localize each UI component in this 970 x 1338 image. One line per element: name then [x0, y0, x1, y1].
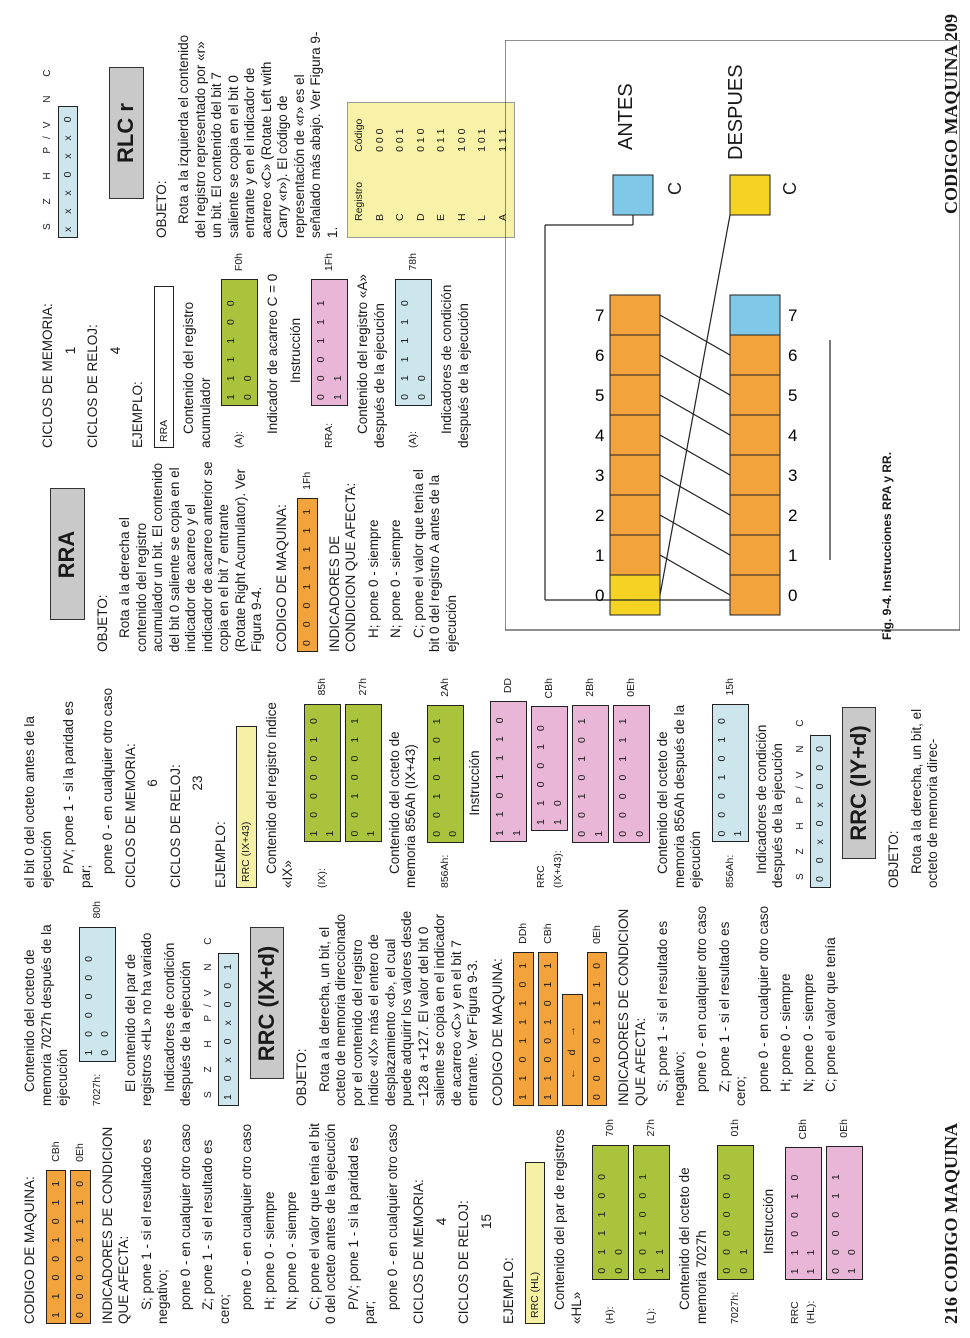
figure-caption: Fig. 9-4. Instrucciones RPA y RR.: [880, 451, 894, 640]
code-hex: 1Fh: [301, 471, 313, 490]
shift-arrow-1: [660, 555, 730, 595]
after-bit-4: [730, 415, 780, 455]
mem-cycles-title: CICLOS DE MEMORIA:: [40, 303, 55, 448]
reg-label: (A):: [233, 431, 246, 448]
after-bit-6: [730, 335, 780, 375]
after-text: Contenido del registro «A» después de la ejecución: [355, 274, 387, 448]
reg-bits: 1 1 1 1 0 0 0 0: [221, 279, 258, 406]
example-title: EJEMPLO:: [212, 821, 228, 888]
ix-text: Contenido del registro índice «IX»: [263, 702, 295, 888]
flag-line: C; pone el valor que tenía el bit 0 del octeto antes de la ejecución: [306, 1123, 338, 1324]
table-cell: 0 1 0: [414, 128, 427, 152]
table-row: [453, 105, 472, 235]
left-col-1: [22, 1119, 866, 1324]
register-code-table: [347, 102, 515, 238]
flag-line: H; pone 0 - siempre: [365, 519, 381, 638]
shift-arrow-6: [660, 355, 730, 395]
reg-hex: 80h: [90, 901, 103, 919]
cont-text: pone 0 - en cualquier otro caso: [100, 687, 115, 874]
left-col-3: [22, 678, 948, 888]
after-bit-3: [730, 455, 780, 495]
before-bit-0: [610, 575, 660, 615]
flags-title: INDICADORES DE CONDICION QUE AFECTA:: [616, 908, 648, 1106]
table-row: [412, 105, 431, 235]
example-box: RRC (IX+43): [236, 726, 257, 888]
table-cell: A: [496, 213, 509, 221]
table-cell: E: [435, 213, 447, 221]
clock-value: 23: [190, 775, 205, 791]
flags-title: INDICADORES DE CONDICION QUE AFECTA:: [326, 482, 358, 652]
instr-title: Instrucción: [466, 750, 482, 816]
carry-text: Indicador de acarreo C = 0: [265, 273, 280, 434]
flags-values: 1 0 x 0 x 0 0 1: [218, 953, 239, 1106]
reg-bits: 0 0 1 0 0 1 1 1: [633, 1145, 670, 1280]
shift-arrow-4: [660, 435, 730, 475]
reg-hex: 0Eh: [837, 1119, 850, 1138]
flag-line: C; pone el valor que tenía: [823, 937, 838, 1092]
flags-values: x x x 0 x x 0: [58, 106, 79, 238]
mem-cycles-title: CICLOS DE MEMORIA:: [122, 743, 138, 888]
flags-header: S Z H P/V N C: [202, 929, 214, 1098]
example-title: EJEMPLO:: [501, 1257, 516, 1324]
reg-bits: 1 1 0 0 1 0 1 0: [531, 706, 568, 831]
reg-hex: DD: [502, 678, 515, 694]
obj-title: OBJETO:: [94, 594, 110, 652]
after-bit-0: [730, 575, 780, 615]
bit-number-after: 1: [788, 546, 798, 565]
reg-hex: F0h: [233, 253, 246, 272]
page-footer: 216 CODIGO MAQUINA: [941, 1123, 961, 1324]
code-hex: 0Eh: [74, 1143, 86, 1162]
clock-title: CICLOS DE RELOJ:: [85, 324, 100, 448]
bit-number-before: 6: [595, 346, 605, 365]
flag-line: N; pone 0 - siempre: [800, 973, 816, 1092]
flag-line: S; pone 1 - si el resultado es negativo;: [138, 1138, 170, 1324]
reg-hex: 70h: [604, 1119, 617, 1137]
code-hex: CBh: [49, 1141, 62, 1162]
right-col-2: [40, 253, 478, 448]
flag-line: S; pone 1 - si el resultado es negativo;: [655, 920, 687, 1106]
table-cell: L: [476, 215, 488, 221]
example-box: RRC (HL): [525, 1162, 546, 1324]
left-col-2: [22, 901, 846, 1106]
code-byte: 0 0 0 0 1 1 1 0: [70, 1170, 91, 1324]
mem-text: Contenido del octeto de memoria 856Ah (IX+43): [386, 731, 418, 888]
reg-bits: 1 1 0 1 1 1 0 1: [490, 701, 527, 842]
reg-label: RRA:: [323, 422, 336, 448]
clock-title: CICLOS DE RELOJ:: [456, 1200, 471, 1324]
bit-number-before: 7: [595, 306, 605, 325]
code-block: [45, 1119, 92, 1324]
reg-bits: 0 0 1 0 0 1 1 1: [345, 704, 382, 843]
table-cell: H: [455, 213, 468, 221]
before-bit-7: [610, 295, 660, 335]
reg-bits: 0 0 0 1 0 1 0 1: [712, 704, 749, 843]
after-text: Contenido del octeto de memoria 7027h después de la ejecución: [22, 924, 70, 1106]
reg-bits: 0 1 1 1 0 0 0 0: [592, 1145, 629, 1280]
reg-bits: 0 0 0 0 1 1 1 0: [613, 705, 650, 843]
reg-hex: CBh: [543, 678, 556, 699]
reg-bits: 1 1 0 0 1 0 1 1: [785, 1147, 822, 1280]
hl-unchanged: El contenido del par de registros «HL» no ha variado: [122, 932, 154, 1106]
obj-text: Rota a la derecha, un bit, el octeto de memoria direccionado por el contenido del registro índice «IX» más el entero de desplazamiento «d», el cual puede adquirir los valores desde −128 a +127. El valor del bit 0 saliente se copia en el indicador de acarreo «C» y en el bit 7 entrante. Ver Figura 9-3.: [316, 910, 480, 1106]
obj-title: OBJETO:: [153, 180, 169, 238]
bit-number-before: 5: [595, 386, 605, 405]
clock-value: 15: [478, 1213, 494, 1230]
table-row: [473, 105, 492, 235]
machine-code-title: CODIGO DE MAQUINA:: [489, 958, 505, 1106]
mem-cycles-value: 1: [62, 346, 78, 355]
table-header: Código: [353, 118, 365, 152]
reg-label: (L):: [645, 1308, 658, 1324]
instr-title: Instrucción: [761, 1188, 776, 1255]
reg-bits: 1 0 0 0 0 1 0 1: [304, 704, 341, 843]
machine-code-title: CODIGO DE MAQUINA:: [22, 1176, 37, 1324]
instruction-title: RRC (IX+d): [250, 928, 285, 1080]
mem-text: Contenido del octeto de memoria 7027h: [677, 1167, 709, 1324]
table-cell: 0 0 1: [394, 128, 406, 152]
code-byte: ← d →: [562, 994, 583, 1106]
figure-carry-label-before: C: [665, 182, 685, 195]
flag-line: H; pone 0 - siempre: [778, 973, 793, 1092]
cond-after: Indicadores de condición después de la ejecución: [753, 724, 785, 888]
bit-number-after: 2: [788, 506, 798, 525]
reg-label: (IX):: [315, 868, 328, 888]
code-byte: 1 1 0 0 1 0 1 1: [46, 1170, 67, 1324]
left-page: [0, 668, 970, 1338]
reg-hex: CBh: [796, 1119, 809, 1140]
bit-number-after: 5: [788, 386, 798, 405]
shift-arrow-3: [660, 475, 730, 515]
reg-bits: 0 0 1 0 1 0 1 0: [427, 705, 464, 843]
acc-text: Contenido del registro acumulador: [181, 301, 213, 448]
obj-text: Rota a la izquierda el contenido del registro representado por «r» un bit. El contenido del bit 7 saliente se copia en el bit 0 entrante y en el indicador de acarreo «C» (Rotate Left with Carry «r»). El código de representación de «r» es el señalado más abajo. Ver Figura 9-1.: [176, 31, 340, 238]
carry-box-before: [613, 175, 653, 215]
clock-value: 4: [107, 346, 123, 355]
flag-line: Z; pone 1 - si el resultado es cero;: [200, 1139, 232, 1324]
carry-box-after: [730, 175, 770, 215]
flags-header: S Z H P/V N C: [42, 61, 53, 230]
flag-line: pone 0 - en cualquier otro caso: [384, 1123, 400, 1310]
flag-line: H; pone 0 - siempre: [261, 1191, 277, 1310]
flag-line: pone 0 - en cualquier otro caso: [239, 1123, 254, 1310]
figure-after-label: DESPUES: [725, 64, 747, 160]
code-byte: 0 0 0 0 1 1 1 0: [587, 952, 608, 1106]
after-bit-1: [730, 535, 780, 575]
reg-hex: 85h: [315, 678, 328, 696]
reg-hex: 0Eh: [625, 678, 638, 697]
cond-after: Indicadores de condición después de la ejecución: [439, 284, 471, 448]
flag-line: pone 0 - en cualquier otro caso: [755, 905, 771, 1092]
reg-bits: 1 0 0 0 0 0 0 0: [79, 927, 116, 1062]
figure-before-label: ANTES: [615, 83, 637, 150]
instruction-title: RRA: [50, 489, 85, 621]
clock-title: CICLOS DE RELOJ:: [167, 764, 183, 888]
flag-line: C; pone el valor que tenía el bit 0 del registro A antes de la ejecución: [410, 469, 459, 652]
reg-hex: 27h: [356, 678, 369, 696]
bit-number-after: 4: [788, 426, 798, 445]
flag-line: Z; pone 1 - si el resultado es cero;: [716, 921, 748, 1106]
reg-hex: 1Fh: [323, 253, 336, 272]
reg-hex: 01h: [729, 1119, 742, 1137]
bit-number-before: 4: [595, 426, 605, 445]
reg-bits: 0 0 0 0 1 1 1 0: [826, 1146, 863, 1280]
code-byte: 1 1 0 1 1 1 0 1: [513, 952, 534, 1106]
bit-number-after: 0: [788, 586, 798, 605]
obj-text: Rota a la derecha el contenido del registro acumulador un bit. El contenido del bit 0 saliente se copia en el indicador de acarreo y el indicador de acarreo anterior se copia en el bit 7 entrante (Rotate Right Acumulator). Ver Figura 9-4.: [117, 461, 264, 652]
reg-bits: 0 0 1 0 1 0 1 1: [572, 705, 609, 843]
before-bit-2: [610, 495, 660, 535]
bit0-to-carry-arrow: [660, 215, 730, 595]
reg-label: RRC (IX+43):: [535, 850, 564, 888]
flag-line: N; pone 0 - siempre: [284, 1191, 299, 1310]
reg-label: (A):: [407, 431, 420, 448]
cond-after: Indicadores de condición después de la ejecución: [161, 942, 193, 1106]
flags-values: 0 0 x 0 x 0 0 0: [810, 735, 831, 888]
obj-text: Rota a la derecha, un bit, el octeto de memoria direc-: [908, 708, 940, 888]
table-row: [432, 105, 451, 235]
shift-arrow-5: [660, 395, 730, 435]
flags-title: INDICADORES DE CONDICION QUE AFECTA:: [99, 1126, 131, 1324]
page-footer: CODIGO MAQUINA 209: [941, 14, 961, 215]
code-hex: CBh: [541, 923, 554, 944]
bit-number-before: 3: [595, 466, 605, 485]
bit-number-after: 3: [788, 466, 798, 485]
figure-carry-label-after: C: [780, 182, 800, 195]
reg-label: 7027h:: [90, 1073, 103, 1106]
code-byte: 0 0 0 1 1 1 1 1: [297, 498, 318, 652]
after-bit-7: [730, 295, 780, 335]
table-row: [391, 105, 410, 235]
obj-title: OBJETO:: [294, 1048, 309, 1106]
before-bit-5: [610, 375, 660, 415]
table-row: [371, 105, 390, 235]
reg-bits: 0 1 1 1 1 0 0 0: [395, 279, 432, 406]
after-text: Contenido del octeto de memoria 856Ah después de la ejecución: [655, 704, 703, 888]
bit-number-after: 7: [788, 306, 798, 325]
bit-number-before: 0: [595, 586, 605, 605]
table-header: Registro: [353, 181, 365, 221]
after-bit-2: [730, 495, 780, 535]
before-bit-1: [610, 535, 660, 575]
reg-label: (H):: [604, 1306, 617, 1324]
before-bit-4: [610, 415, 660, 455]
flag-line: pone 0 - en cualquier otro caso: [177, 1123, 193, 1310]
table-cell: C: [394, 213, 406, 221]
reg-bits: 0 0 0 1 1 1 1 1: [311, 279, 348, 406]
example-title: EJEMPLO:: [130, 381, 145, 448]
reg-label: 856Ah:: [723, 854, 736, 888]
reg-label: 7027h:: [729, 1291, 742, 1324]
reg-hex: 2Ah: [438, 678, 451, 697]
table-cell: 1 0 1: [476, 128, 488, 152]
instruction-title: RRC (IY+d): [842, 707, 877, 859]
flag-line: pone 0 - en cualquier otro caso: [694, 905, 709, 1092]
after-bit-5: [730, 375, 780, 415]
reg-hex: 27h: [645, 1119, 658, 1137]
reg-label: 856Ah:: [438, 854, 451, 888]
example-box: RRA: [154, 286, 175, 448]
table-cell: 1 0 0: [455, 128, 468, 152]
obj-title: OBJETO:: [886, 830, 901, 888]
before-bit-6: [610, 335, 660, 375]
shift-arrow-7: [660, 315, 730, 355]
reg-bits: 0 0 0 0 0 0 0 1: [717, 1145, 754, 1280]
mem-cycles-title: CICLOS DE MEMORIA:: [411, 1179, 426, 1324]
table-cell: D: [414, 213, 427, 221]
bit-number-before: 1: [595, 546, 605, 565]
table-cell: 0 1 1: [435, 128, 447, 152]
cont-text: el bit 0 del octeto antes de la ejecución: [22, 716, 54, 888]
mem-cycles-value: 4: [433, 1217, 449, 1226]
reg-hex: 78h: [407, 253, 420, 271]
reg-hex: 2Bh: [584, 678, 597, 697]
bit-number-after: 6: [788, 346, 798, 365]
mem-cycles-value: 6: [145, 779, 160, 787]
hl-text: Contenido del par de registros «HL»: [552, 1129, 584, 1324]
code-hex: 0Eh: [590, 925, 603, 944]
flags-header: S Z H P/V N C: [794, 711, 806, 880]
table-cell: B: [373, 213, 386, 221]
table-cell: 0 0 0: [373, 128, 386, 152]
reg-hex: 15h: [723, 678, 736, 696]
flag-line: P/V; pone 1 - si la paridad es par;: [345, 1137, 377, 1324]
machine-code-title: CODIGO DE MAQUINA:: [273, 504, 289, 652]
before-bit-3: [610, 455, 660, 495]
code-byte: 1 1 0 0 1 0 1 1: [538, 952, 559, 1106]
right-col-3: [40, 28, 515, 238]
reg-label: RRC (HL):: [788, 1300, 817, 1324]
code-hex: DDh: [517, 922, 529, 944]
flag-line: N; pone 0 - siempre: [388, 519, 403, 638]
instruction-title: RLC r: [109, 67, 144, 199]
instr-title: Instrucción: [287, 317, 303, 384]
bit-number-before: 2: [595, 506, 605, 525]
right-col-1: [40, 457, 466, 652]
cont-text: P/V; pone 1 - si la paridad es par;: [61, 701, 93, 888]
table-cell: 1 1 1: [496, 128, 509, 152]
